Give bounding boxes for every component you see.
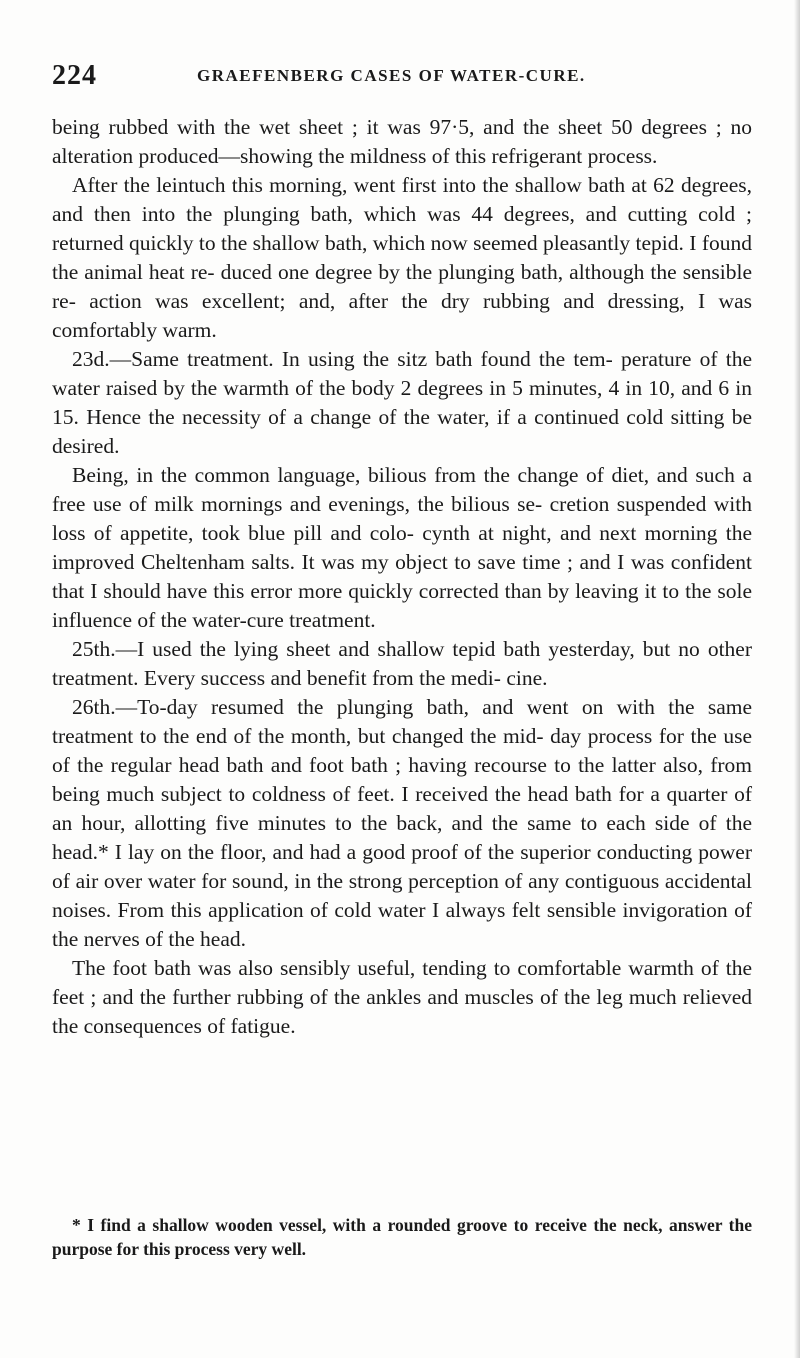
paragraph-leintuch: After the leintuch this morning, went first into the shallow bath at 62 degrees, and then into the plunging bath, which was 44 degrees, and cutting cold ; returned quickly to the shallow bath, which now seemed pleasantly tepid. I found the animal heat re- duced one degree by the plunging bath, although the sensible re- action was excellent; and, after the dry rubbing and dressing, I was comfortably warm.: [52, 173, 752, 342]
paragraph-continuation: being rubbed with the wet sheet ; it was 97·5, and the sheet 50 degrees ; no alteration produced—showing the mildness of this refrigerant process.: [52, 115, 752, 168]
paragraph-foot-bath: The foot bath was also sensibly useful, tending to comfortable warmth of the feet ; and the further rubbing of the ankles and muscles of the leg much relieved the consequences of fatigue.: [52, 956, 752, 1038]
paragraph-bilious: Being, in the common language, bilious from the change of diet, and such a free use of milk mornings and evenings, the bilious se- cretion suspended with loss of appetite, took blue pill and colo- cynth at night, and next morning the improved Cheltenham salts. It was my object to save time ; and I was confident that I should have this error more quickly corrected than by leaving it to the sole influence of the water-cure treatment.: [52, 463, 752, 632]
page-number: 224: [52, 60, 97, 91]
page-header: [52, 60, 752, 92]
running-title: GRAEFENBERG CASES OF WATER-CURE.: [197, 66, 586, 85]
paragraph-26th: 26th.—To-day resumed the plunging bath, and went on with the same treatment to the end of the month, but changed the mid- day process for the use of the regular head bath and foot bath ; having recourse to the latter also, from being much subject to coldness of feet. I received the head bath for a quarter of an hour, allotting five minutes to the back, and the same to each side of the head.* I lay on the floor, and had a good proof of the superior conducting power of air over water for sound, in the strong perception of any contiguous accidental noises. From this application of cold water I always felt sensible invigoration of the nerves of the head.: [52, 695, 752, 951]
footnote: * I find a shallow wooden vessel, with a rounded groove to receive the neck, answer the purpose for this process very well.: [52, 1215, 752, 1259]
page-edge-shadow: [794, 0, 800, 1358]
paragraph-23d: 23d.—Same treatment. In using the sitz bath found the tem- perature of the water raised by the warmth of the body 2 degrees in 5 minutes, 4 in 10, and 6 in 15. Hence the necessity of a change of the water, if a continued cold sitting be desired.: [52, 347, 752, 458]
body-text: [52, 113, 752, 1041]
paragraph-25th: 25th.—I used the lying sheet and shallow tepid bath yesterday, but no other treatment. Every success and benefit from the medi- cine.: [52, 637, 752, 690]
